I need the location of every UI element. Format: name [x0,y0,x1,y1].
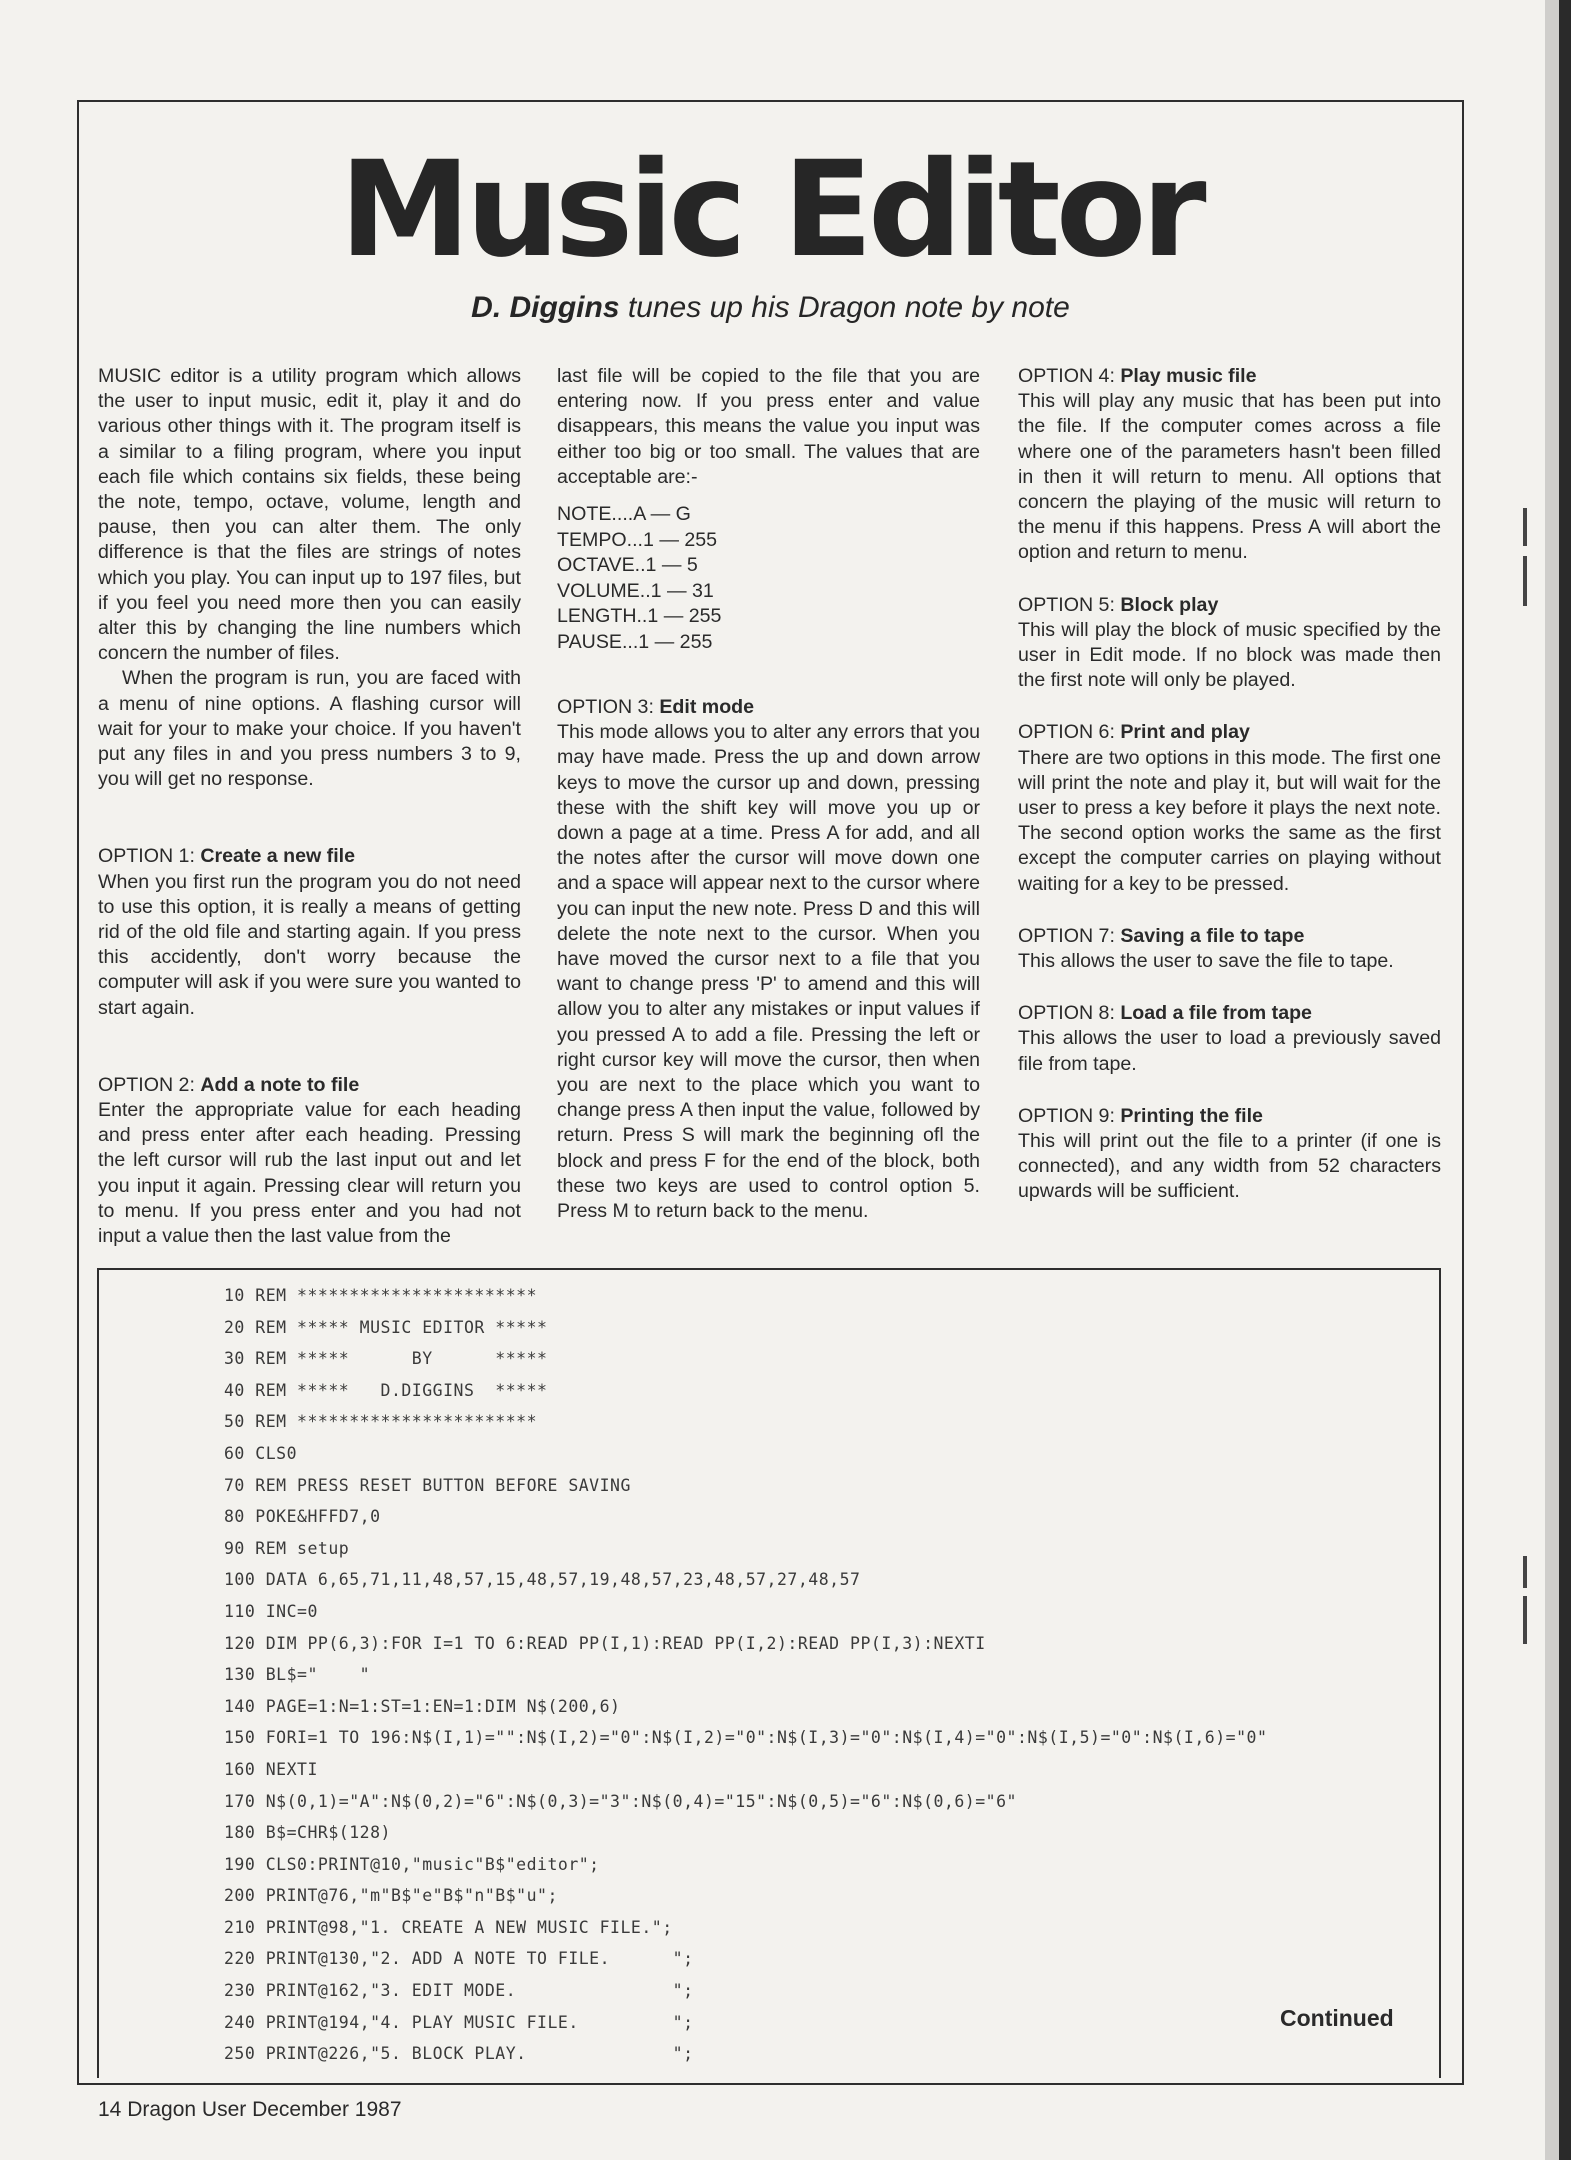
option-heading: OPTION 7: Saving a file to tape [1018,924,1305,947]
code-line: 200 PRINT@76,"m"B$"e"B$"n"B$"u"; [224,1886,558,1906]
code-line: 50 REM *********************** [224,1412,538,1432]
article-title: Music Editor [339,133,1202,287]
intro-paragraph: MUSIC editor is a utility program which allows the user to input music, edit it, play it and do various other things with it. The program itself is a similar to a filing program, where you input each file which contains six fields, these being the note, tempo, octave, volume, length and pause, then you can alter them. The only difference is that the files are strings of notes which you play. You can input up to 197 files, but if you feel you need more then you can easily alter this by changing the line numbers which concern the number of files. [98,365,521,665]
code-line: 10 REM *********************** [224,1286,538,1305]
author-name: D. Diggins [471,291,620,324]
paragraph: When the program is run, you are faced with a menu of nine options. A flashing cursor will wait for your to make your choice. If you haven't put any files in and you press numbers 3 to 9, you will get no response. [98,667,521,791]
option-text: This mode allows you to alter any errors that you may have made. Press the up and down arrow keys to move the cursor up and down, pressing these with the shift key will move you up or down a page at a time. Press A for add, and all the notes after the cursor will move down one and a space will appear next to the cursor where you can input the new note. Press D and this will delete the note next to the cursor. When you have moved the cursor next to a file that you want to change press 'P' to amend and this will allow you to alter any mistakes or input values if you pressed A to add a file. Pressing the left or right cursor key will move the cursor, then when you are next to the place which you want to change press A then input the value, followed by return. Press S will mark the beginning ofl the block and press F for the end of the block, both these two keys are used to control option 5. Press M to return back to the menu. [557,721,980,1223]
code-line: 110 INC=0 [224,1601,318,1621]
scan-mark [1523,556,1527,606]
code-line: 20 REM ***** MUSIC EDITOR ***** [224,1317,548,1337]
tagline: tunes up his Dragon note by note [619,291,1070,324]
option-heading: OPTION 5: Block play [1018,593,1219,616]
scan-mark [1523,1556,1527,1588]
code-line: 190 CLS0:PRINT@10,"music"B$"editor"; [224,1854,600,1874]
value-item: PAUSE...1 — 255 [557,630,713,653]
text-column-3 [1018,364,1441,1205]
page-edge [1559,0,1571,2160]
code-line: 60 CLS0 [224,1443,298,1463]
code-line: 130 BL$=" " [224,1665,371,1685]
page-footer: 14 Dragon User December 1987 [98,2098,402,2121]
option-text: This allows the user to load a previously saved file from tape. [1018,1027,1441,1075]
option-heading: OPTION 4: Play music file [1018,365,1257,387]
option-heading: OPTION 8: Load a file from tape [1018,1002,1312,1025]
article-subtitle [77,288,1464,328]
text-column-2 [557,364,980,1224]
text-column-1 [98,364,521,1249]
option-heading: OPTION 3: Edit mode [557,696,755,719]
acceptable-values-list [557,502,980,655]
continued-label: Continued [1280,2005,1394,2031]
code-line: 220 PRINT@130,"2. ADD A NOTE TO FILE. "; [224,1949,694,1969]
option-text: This will play the block of music specified by the user in Edit mode. If no block was made then the first note will only be played. [1018,618,1441,692]
option-text: Enter the appropriate value for each heading and press enter after each heading. Pressing the left cursor will rub the last input out and let you input it again. Pressing clear will return you to menu. If you press enter and you had not input a value then the last value from the [98,1099,521,1248]
option-text: When you first run the program you do not need to use this option, it is really a means of getting rid of the old file and starting again. If you press this accidently, don't worry because the computer will ask if you were sure you wanted to start again. [98,870,521,1019]
option-heading: OPTION 2: Add a note to file [98,1073,360,1096]
option-heading: OPTION 9: Printing the file [1018,1104,1263,1127]
value-item: NOTE....A — G [557,503,691,526]
page-edge-shadow [1545,0,1559,2160]
option-heading: OPTION 6: Print and play [1018,721,1250,744]
code-line: 140 PAGE=1:N=1:ST=1:EN=1:DIM N$(200,6) [224,1696,621,1716]
scan-mark [1523,508,1527,546]
option-heading: OPTION 1: Create a new file [98,845,355,868]
code-line: 250 PRINT@226,"5. BLOCK PLAY. "; [224,2044,694,2064]
value-item: OCTAVE..1 — 5 [557,554,698,577]
value-item: VOLUME..1 — 31 [557,579,714,602]
code-line: 90 REM setup [224,1538,350,1558]
option-text: This will play any music that has been put into the file. If the computer comes across a file where one of the parameters hasn't been filled in then it will return to menu. All options that concern the playing of the music will return to the menu if this happens. Press A will abort the option and return to menu. [1018,390,1441,564]
paragraph: last file will be copied to the file that you are entering now. If you press enter and value disappears, this means the value you input was either too big or too small. The values that are acceptable are:- [557,365,980,488]
code-line: 40 REM ***** D.DIGGINS ***** [224,1380,548,1400]
code-line: 120 DIM PP(6,3):FOR I=1 TO 6:READ PP(I,1):READ PP(I,2):READ PP(I,3):NEXTI [224,1633,986,1653]
code-line: 70 REM PRESS RESET BUTTON BEFORE SAVING [224,1475,631,1495]
code-line: 170 N$(0,1)="A":N$(0,2)="6":N$(0,3)="3":N$(0,4)="15":N$(0,5)="6":N$(0,6)="6" [224,1791,1017,1811]
code-line: 30 REM ***** BY ***** [224,1349,548,1369]
value-item: TEMPO...1 — 255 [557,528,718,551]
code-line: 230 PRINT@162,"3. EDIT MODE. "; [224,1981,694,2001]
code-line: 180 B$=CHR$(128) [224,1823,391,1843]
option-text: This allows the user to save the file to tape. [1018,950,1394,973]
option-text: There are two options in this mode. The first one will print the note and play it, but will wait for the user to press a key before it plays the next note. The second option works the same as the first except the computer carries on playing without waiting for a key to be pressed. [1018,746,1441,895]
value-item: LENGTH..1 — 255 [557,605,722,628]
option-text: This will print out the file to a printer (if one is connected), and any width from 52 characters upwards will be sufficient. [1018,1130,1441,1203]
code-line: 80 POKE&HFFD7,0 [224,1507,381,1527]
code-line: 160 NEXTI [224,1759,318,1779]
code-line: 150 FORI=1 TO 196:N$(I,1)="":N$(I,2)="0":N$(I,2)="0":N$(I,3)="0":N$(I,4)="0":N$(I,5)="0":N$(I,6)="0" [224,1728,1268,1748]
code-line: 240 PRINT@194,"4. PLAY MUSIC FILE. "; [224,2012,694,2032]
code-line: 100 DATA 6,65,71,11,48,57,15,48,57,19,48,57,23,48,57,27,48,57 [224,1570,861,1590]
program-listing [224,1280,1267,2070]
code-line: 210 PRINT@98,"1. CREATE A NEW MUSIC FILE."; [224,1917,673,1937]
scan-mark [1523,1596,1527,1644]
